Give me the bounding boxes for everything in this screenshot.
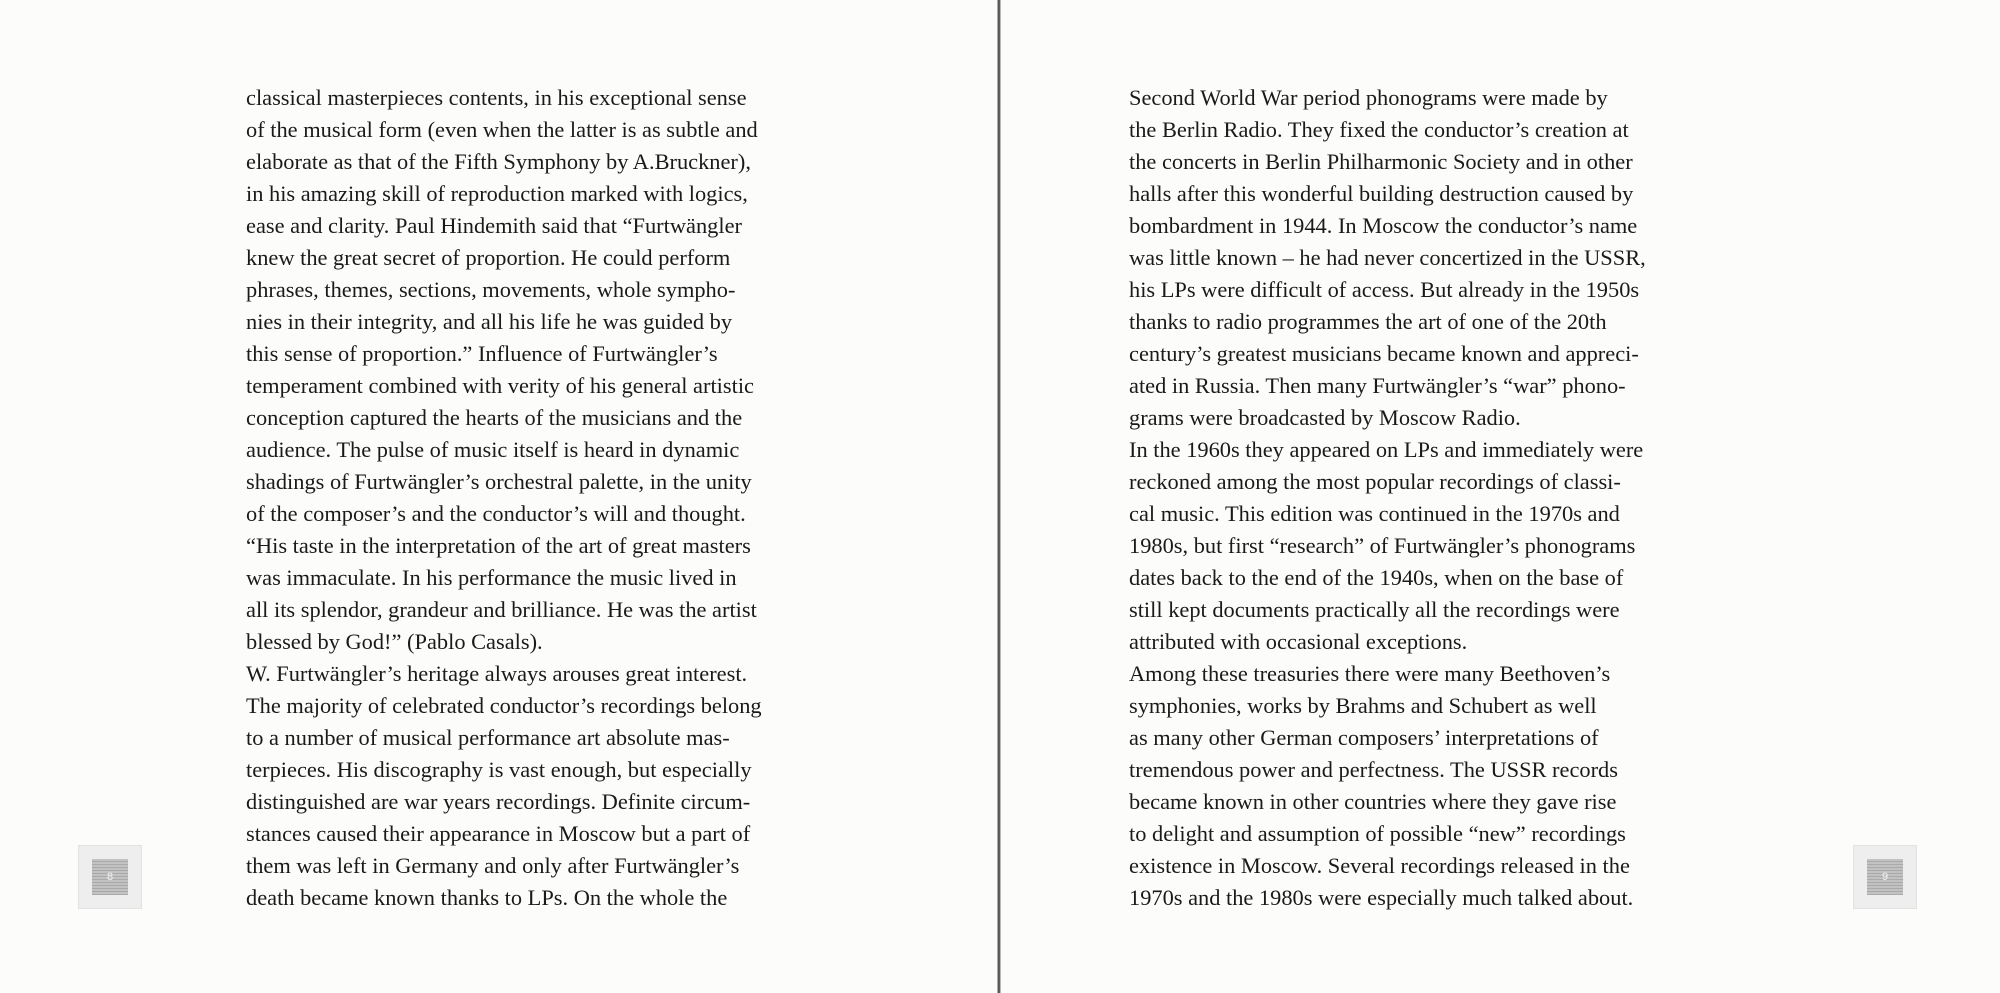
text-line: conception captured the hearts of the musicians and the [246,405,743,430]
text-line: W. Furtwängler’s heritage always arouses great interest. [246,661,748,686]
text-line: his LPs were difficult of access. But already in the 1950s [1129,277,1640,302]
text-line: all its splendor, grandeur and brilliance. He was the artist [246,597,757,622]
text-line: existence in Moscow. Several recordings released in the [1129,853,1630,878]
booklet-spine [997,0,1001,993]
text-line: nies in their integrity, and all his life he was guided by [246,309,733,334]
text-line: the Berlin Radio. They fixed the conductor’s creation at [1129,117,1629,142]
text-line: of the composer’s and the conductor’s will and thought. [246,501,746,526]
text-line: them was left in Germany and only after Furtwängler’s [246,853,740,878]
text-line: halls after this wonderful building destruction caused by [1129,181,1634,206]
text-line: attributed with occasional exceptions. [1129,629,1468,654]
text-line: to a number of musical performance art absolute mas- [246,725,730,750]
left-page-text [246,82,876,914]
page-number-right: 9 [1867,859,1903,895]
text-line: 1970s and the 1980s were especially much talked about. [1129,885,1634,910]
text-line: distinguished are war years recordings. Definite circum- [246,789,751,814]
text-line: this sense of proportion.” Influence of Furtwängler’s [246,341,718,366]
text-line: elaborate as that of the Fifth Symphony by A.Bruckner), [246,149,751,174]
text-line: “His taste in the interpretation of the art of great masters [246,533,751,558]
text-line: Second World War period phonograms were made by [1129,85,1608,110]
text-line: Among these treasuries there were many Beethoven’s [1129,661,1611,686]
text-line: The majority of celebrated conductor’s recordings belong [246,693,762,718]
text-line: the concerts in Berlin Philharmonic Society and in other [1129,149,1633,174]
right-page [1002,0,2000,993]
text-line: symphonies, works by Brahms and Schubert as well [1129,693,1597,718]
text-line: thanks to radio programmes the art of one of the 20th [1129,309,1607,334]
text-line: dates back to the end of the 1940s, when on the base of [1129,565,1624,590]
text-line: death became known thanks to LPs. On the whole the [246,885,728,910]
text-line: tremendous power and perfectness. The USSR records [1129,757,1618,782]
text-line: in his amazing skill of reproduction marked with logics, [246,181,748,206]
text-line: of the musical form (even when the latter is as subtle and [246,117,758,142]
text-line: knew the great secret of proportion. He could perform [246,245,731,270]
page-number-left: 8 [92,859,128,895]
text-line: terpieces. His discography is vast enough, but especially [246,757,752,782]
text-line: 1980s, but first “research” of Furtwängler’s phonograms [1129,533,1636,558]
text-line: century’s greatest musicians became known and appreci- [1129,341,1639,366]
text-line: temperament combined with verity of his general artistic [246,373,754,398]
text-line: bombardment in 1944. In Moscow the conductor’s name [1129,213,1638,238]
text-line: phrases, themes, sections, movements, whole sympho- [246,277,736,302]
text-line: became known in other countries where they gave rise [1129,789,1617,814]
text-line: shadings of Furtwängler’s orchestral palette, in the unity [246,469,752,494]
text-line: reckoned among the most popular recordings of classi- [1129,469,1621,494]
text-line: In the 1960s they appeared on LPs and immediately were [1129,437,1644,462]
text-line: stances caused their appearance in Moscow but a part of [246,821,751,846]
text-line: ated in Russia. Then many Furtwängler’s “war” phono- [1129,373,1626,398]
text-line: blessed by God!” (Pablo Casals). [246,629,543,654]
text-line: to delight and assumption of possible “new” recordings [1129,821,1626,846]
text-line: classical masterpieces contents, in his exceptional sense [246,85,747,110]
text-line: audience. The pulse of music itself is heard in dynamic [246,437,740,462]
text-line: was immaculate. In his performance the music lived in [246,565,737,590]
text-line: as many other German composers’ interpretations of [1129,725,1599,750]
text-line: still kept documents practically all the recordings were [1129,597,1620,622]
page-number-badge-right [1853,845,1917,909]
page-number-badge-left [78,845,142,909]
left-page [0,0,998,993]
text-line: cal music. This edition was continued in the 1970s and [1129,501,1620,526]
text-line: grams were broadcasted by Moscow Radio. [1129,405,1521,430]
text-line: ease and clarity. Paul Hindemith said that “Furtwängler [246,213,742,238]
right-page-text [1129,82,1759,914]
text-line: was little known – he had never concertized in the USSR, [1129,245,1646,270]
